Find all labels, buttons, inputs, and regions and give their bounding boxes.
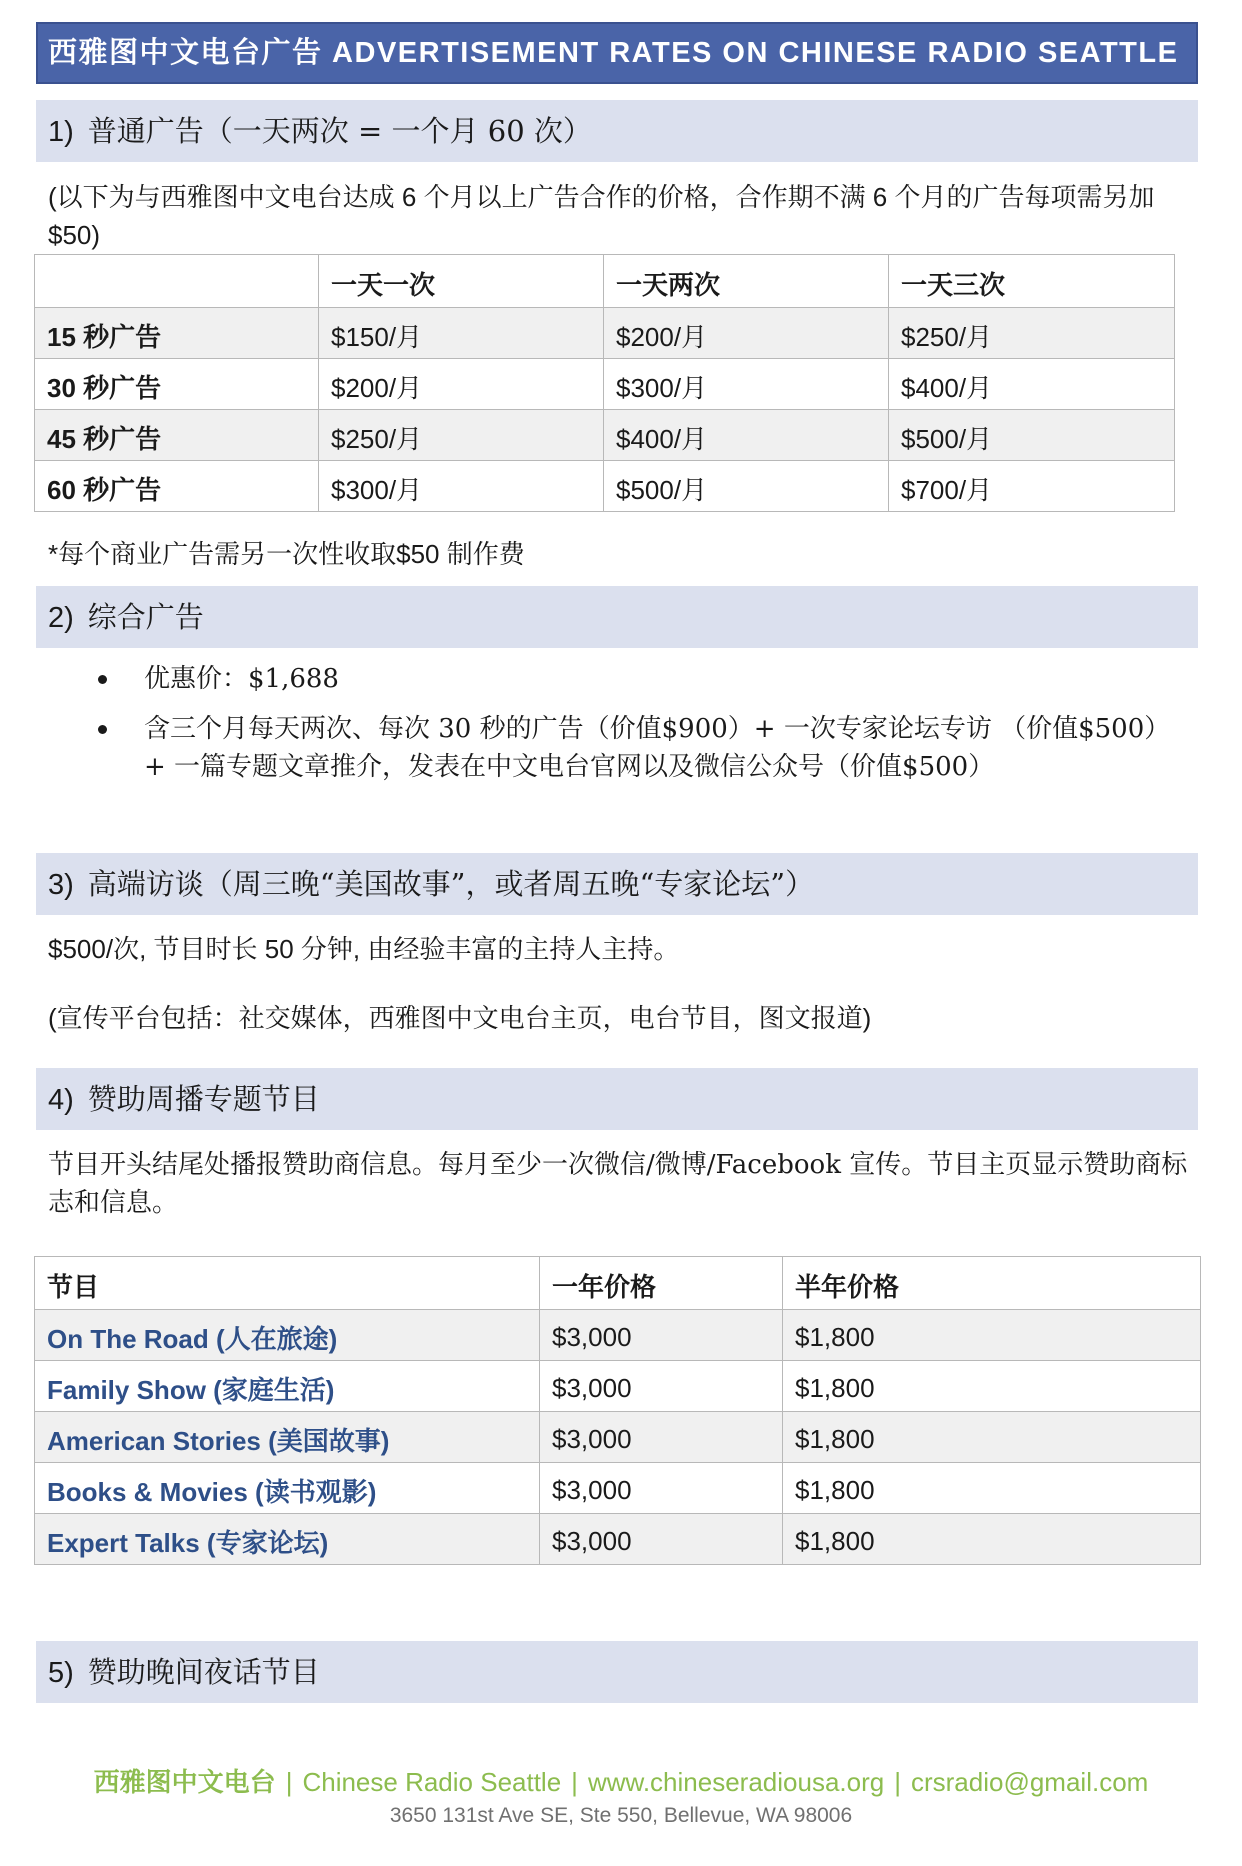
row-label: 30 秒广告 bbox=[35, 359, 319, 410]
section-4-number: 4) bbox=[48, 1084, 74, 1116]
rate-table-header-cell: 一天两次 bbox=[604, 255, 889, 308]
interview-price: $500/次, 节目时长 50 分钟, 由经验丰富的主持人主持。 bbox=[48, 934, 680, 964]
section-1-note: (以下为与西雅图中文电台达成 6 个月以上广告合作的价格，合作期不满 6 个月的广告每项需另加$50) bbox=[48, 182, 1155, 250]
section-2-header bbox=[36, 586, 1198, 648]
footer-email-link[interactable]: crsradio@gmail.com bbox=[910, 1767, 1149, 1797]
table-row bbox=[35, 1463, 1201, 1514]
section-5-header bbox=[36, 1641, 1198, 1703]
half-year-price: $1,800 bbox=[783, 1514, 1201, 1565]
program-name: Family Show (家庭生活) bbox=[35, 1361, 540, 1412]
program-name: American Stories (美国故事) bbox=[35, 1412, 540, 1463]
program-table bbox=[34, 1256, 1201, 1565]
row-label: 60 秒广告 bbox=[35, 461, 319, 512]
footer-address: 3650 131st Ave SE, Ste 550, Bellevue, WA 98006 bbox=[389, 1804, 853, 1827]
half-year-price: $1,800 bbox=[783, 1463, 1201, 1514]
footer-website-link[interactable]: www.chineseradiousa.org bbox=[587, 1767, 885, 1797]
section-1-number: 1) bbox=[48, 116, 74, 148]
price-cell: $200/月 bbox=[319, 359, 604, 410]
rate-table-header-cell: 一天一次 bbox=[319, 255, 604, 308]
package-price: 优惠价：$1,688 bbox=[144, 664, 339, 694]
table-row bbox=[35, 308, 1175, 359]
annual-price: $3,000 bbox=[540, 1361, 783, 1412]
section-1-heading: 普通广告（一天两次 = 一个月 60 次） bbox=[87, 114, 592, 148]
half-year-price: $1,800 bbox=[783, 1412, 1201, 1463]
section-5-heading: 赞助晚间夜话节目 bbox=[87, 1655, 320, 1689]
bullet-icon bbox=[98, 725, 107, 734]
price-cell: $500/月 bbox=[889, 410, 1175, 461]
footer-separator: | bbox=[894, 1767, 901, 1797]
price-cell: $400/月 bbox=[889, 359, 1175, 410]
price-cell: $300/月 bbox=[319, 461, 604, 512]
section-5-number: 5) bbox=[48, 1657, 74, 1689]
rate-table-header-cell bbox=[35, 255, 319, 308]
annual-price: $3,000 bbox=[540, 1463, 783, 1514]
page-title: 西雅图中文电台广告 ADVERTISEMENT RATES ON CHINESE RADIO SEATTLE bbox=[36, 22, 1198, 84]
footer-brand-cn: 西雅图中文电台 bbox=[93, 1767, 276, 1797]
footer-separator: | bbox=[285, 1767, 293, 1797]
annual-price: $3,000 bbox=[540, 1310, 783, 1361]
promotion-platforms: (宣传平台包括：社交媒体，西雅图中文电台主页，电台节目，图文报道) bbox=[48, 1003, 872, 1033]
table-row bbox=[35, 359, 1175, 410]
section-4-heading: 赞助周播专题节目 bbox=[87, 1082, 320, 1116]
sponsorship-description: 节目开头结尾处播报赞助商信息。每月至少一次微信/微博/Facebook 宣传。节目主页显示赞助商标志和信息。 bbox=[48, 1150, 1188, 1218]
production-fee-note: *每个商业广告需另一次性收取$50 制作费 bbox=[48, 539, 525, 569]
table-row bbox=[35, 1514, 1201, 1565]
section-3-number: 3) bbox=[48, 869, 74, 901]
row-label: 45 秒广告 bbox=[35, 410, 319, 461]
list-item bbox=[144, 660, 1178, 698]
table-row bbox=[35, 461, 1175, 512]
section-1-header bbox=[36, 100, 1198, 162]
table-row bbox=[35, 1361, 1201, 1412]
table-row bbox=[35, 1310, 1201, 1361]
section-4-header bbox=[36, 1068, 1198, 1130]
package-details: 含三个月每天两次、每次 30 秒的广告（价值$900）+ 一次专家论坛专访 （价值$500） + 一篇专题文章推介，发表在中文电台官网以及微信公众号（价值$500） bbox=[144, 714, 1171, 782]
section-2-number: 2) bbox=[48, 602, 74, 634]
price-cell: $250/月 bbox=[889, 308, 1175, 359]
price-cell: $400/月 bbox=[604, 410, 889, 461]
footer-brand-en: Chinese Radio Seattle bbox=[302, 1767, 562, 1797]
price-cell: $300/月 bbox=[604, 359, 889, 410]
price-cell: $150/月 bbox=[319, 308, 604, 359]
table-row bbox=[35, 1412, 1201, 1463]
annual-price: $3,000 bbox=[540, 1514, 783, 1565]
program-name: On The Road (人在旅途) bbox=[35, 1310, 540, 1361]
bullet-icon bbox=[98, 675, 107, 684]
price-cell: $700/月 bbox=[889, 461, 1175, 512]
annual-price: $3,000 bbox=[540, 1412, 783, 1463]
package-list bbox=[48, 660, 1178, 798]
section-3-heading: 高端访谈（周三晚“美国故事”，或者周五晚“专家论坛”） bbox=[87, 867, 815, 901]
price-cell: $500/月 bbox=[604, 461, 889, 512]
program-table-header-row bbox=[35, 1257, 1201, 1310]
section-2-heading: 综合广告 bbox=[87, 600, 204, 634]
section-3-header bbox=[36, 853, 1198, 915]
rate-table-header-cell: 一天三次 bbox=[889, 255, 1175, 308]
program-table-header-cell: 一年价格 bbox=[540, 1257, 783, 1310]
program-table-header-cell: 节目 bbox=[35, 1257, 540, 1310]
half-year-price: $1,800 bbox=[783, 1310, 1201, 1361]
program-name: Books & Movies (读书观影) bbox=[35, 1463, 540, 1514]
footer-contact bbox=[0, 1762, 1242, 1799]
footer-separator: | bbox=[571, 1767, 578, 1797]
program-name: Expert Talks (专家论坛) bbox=[35, 1514, 540, 1565]
list-item bbox=[144, 710, 1178, 786]
program-table-header-cell: 半年价格 bbox=[783, 1257, 1201, 1310]
table-row bbox=[35, 410, 1175, 461]
row-label: 15 秒广告 bbox=[35, 308, 319, 359]
price-cell: $200/月 bbox=[604, 308, 889, 359]
price-cell: $250/月 bbox=[319, 410, 604, 461]
rate-table-header-row bbox=[35, 255, 1175, 308]
half-year-price: $1,800 bbox=[783, 1361, 1201, 1412]
rate-table bbox=[34, 254, 1175, 512]
